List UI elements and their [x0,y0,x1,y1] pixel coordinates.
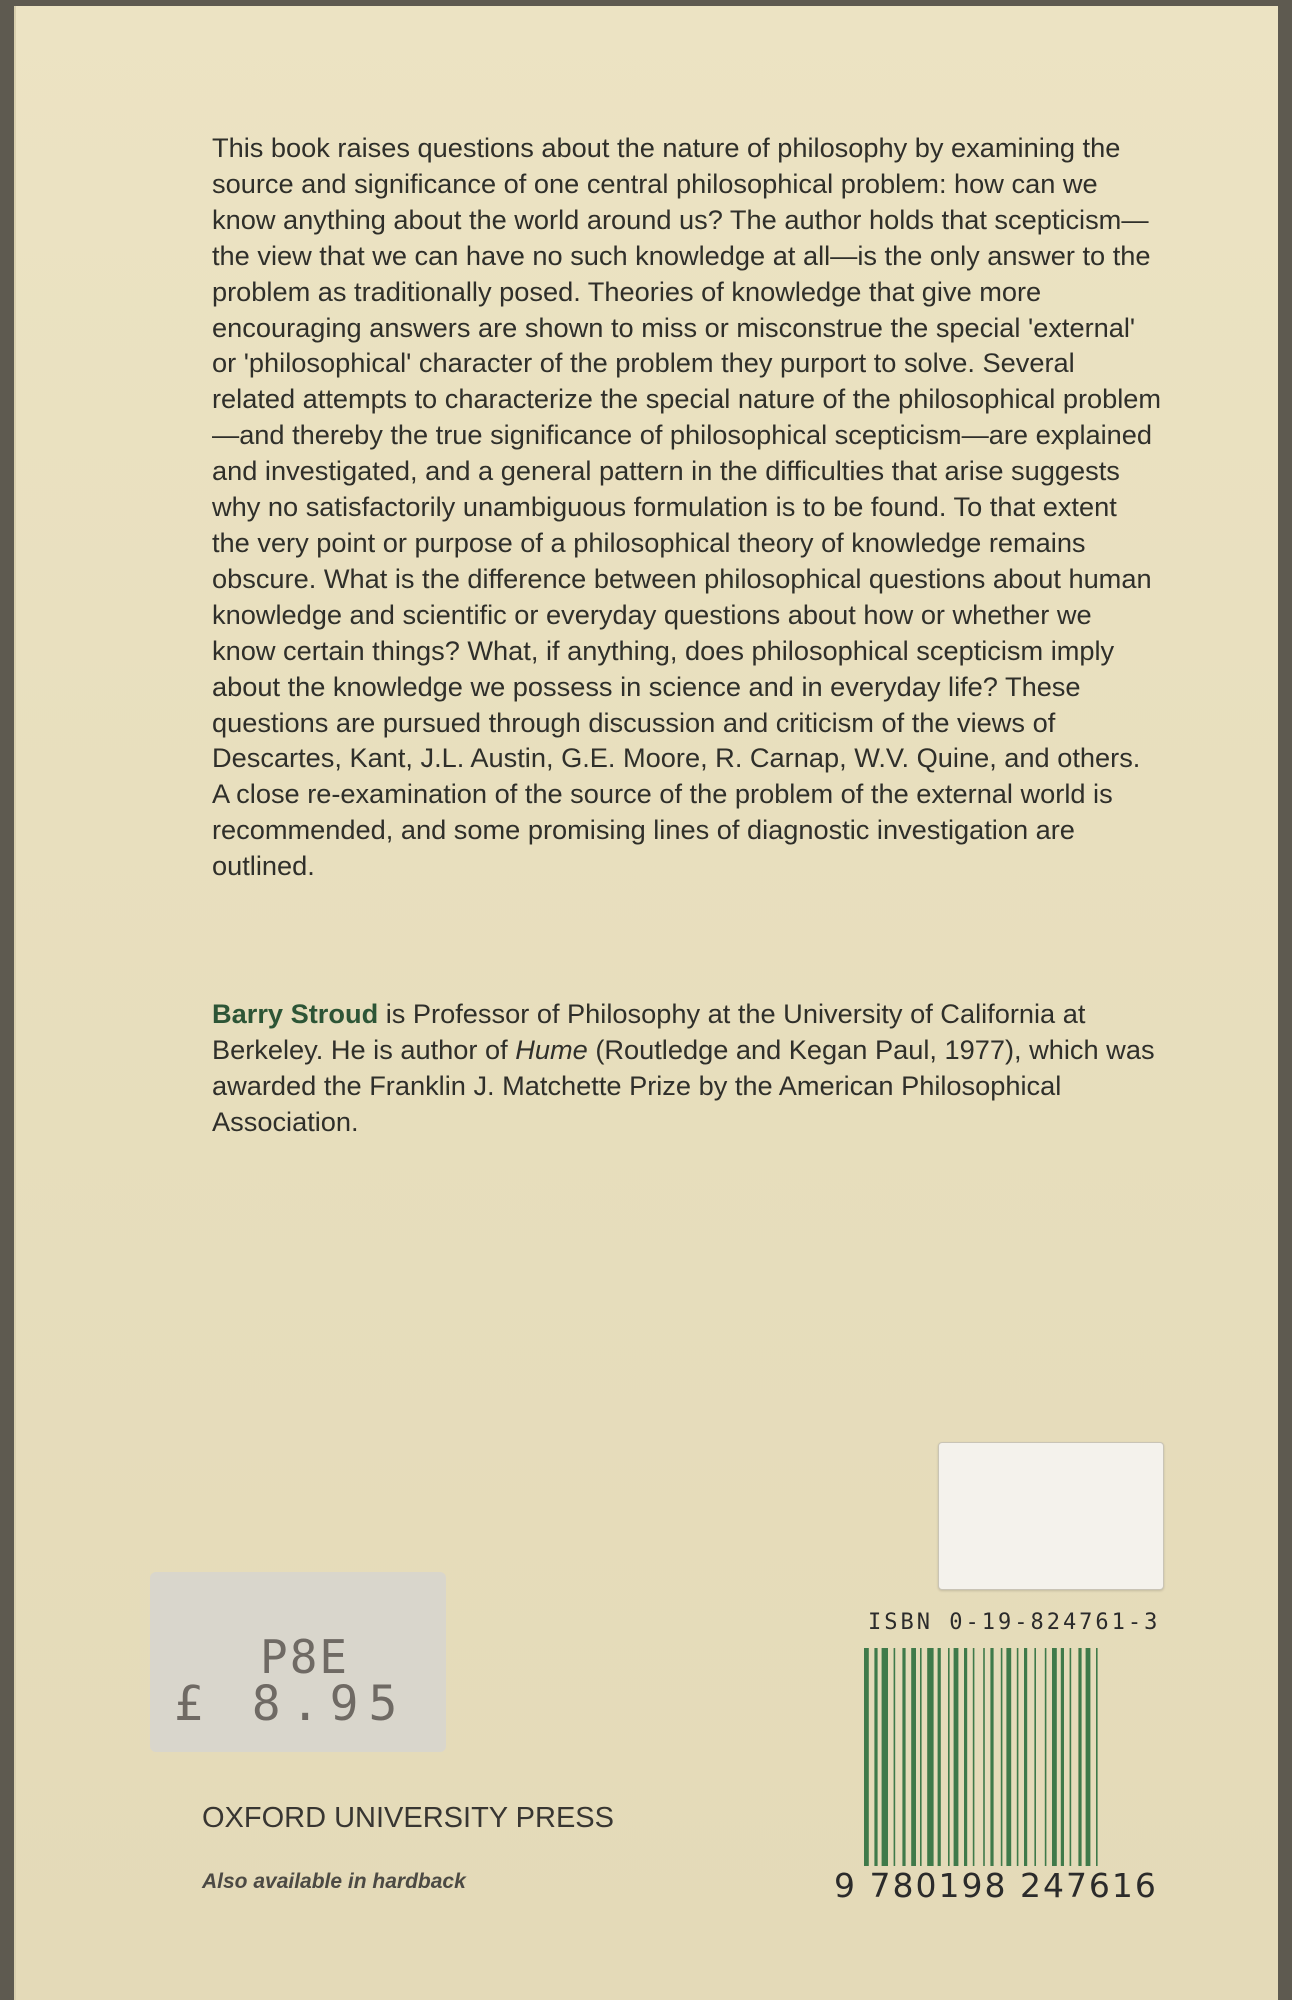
publisher-name: OXFORD UNIVERSITY PRESS [202,1802,614,1834]
barcode-bar [1024,1648,1027,1866]
author-bio [212,996,1162,1140]
barcode-bar [1006,1648,1011,1866]
price-sticker [150,1572,446,1752]
barcode-bar [1096,1648,1098,1866]
author-name: Barry Stroud [212,998,379,1029]
barcode-bar [1086,1648,1091,1866]
barcode-bar [990,1648,993,1866]
barcode-bar [894,1648,896,1866]
barcode-graphic [864,1648,1160,1890]
author-bio-text-1: is Professor of Philosophy at the University of California at Berkeley. He is author of [212,998,1086,1065]
barcode-bar [1052,1648,1057,1866]
book-description: This book raises questions about the nature of philosophy by examining the source and significance of one central philosophical problem: how can we know anything about the world around us? The author holds that scepticism—the view that we can have no such knowledge at all—is the only answer to the problem as traditionally posed. Theories of knowledge that give more encouraging answers are shown to miss or misconstrue the special 'external' or 'philosophical' character of the problem they purport to solve. Several related attempts to characterize the special nature of the philosophical problem—and thereby the true significance of philosophical scepticism—are explained and investigated, and a general pattern in the difficulties that arise suggests why no satisfactorily unambiguous formulation is to be found. To that extent the very point or purpose of a philosophical theory of knowledge remains obscure. What is the difference between philosophical questions about human knowledge and scientific or everyday questions about how or whether we know certain things? What, if anything, does philosophical scepticism imply about the knowledge we possess in science and in everyday life? These questions are pursued through discussion and criticism of the views of Descartes, Kant, J.L. Austin, G.E. Moore, R. Carnap, W.V. Quine, and others. A close re-examination of the source of the problem of the external world is recommended, and some promising lines of diagnostic investigation are outlined. [212,132,1162,882]
barcode-bar [1034,1648,1036,1866]
barcode-bar [864,1648,869,1866]
barcode-bar [927,1648,933,1866]
barcode-bar [973,1648,975,1866]
back-cover [14,6,1278,2000]
availability-note: Also available in hardback [202,1870,466,1893]
price-sticker-code: P8E [260,1630,350,1684]
barcode-bar [983,1648,985,1866]
author-book-title: Hume [515,1033,588,1065]
barcode-bar [1017,1648,1019,1866]
barcode-bar [954,1648,959,1866]
barcode-bar [964,1648,967,1866]
barcode-bar [911,1648,916,1866]
barcode-bar [938,1648,941,1866]
barcode-number: 9 780198 247616 [834,1866,1158,1905]
barcode-bar [920,1648,922,1866]
barcode-bar [1001,1648,1003,1866]
barcode-bar [1078,1648,1081,1866]
isbn-label: ISBN 0-19-824761-3 [868,1610,1161,1635]
barcode-bar [882,1648,888,1866]
blank-label-sticker [938,1442,1164,1590]
price-sticker-price: £ 8.95 [174,1676,408,1732]
barcode-bar [874,1648,877,1866]
author-bio-text-2: (Routledge and Kegan Paul, 1977), which was awarded the Franklin J. Matchette Prize by the American Philosophical Association. [212,1033,1155,1137]
barcode-bar [902,1648,905,1866]
barcode-bar [1061,1648,1064,1866]
barcode-bar [1045,1648,1047,1866]
barcode-bar [1070,1648,1072,1866]
barcode-bar [948,1648,950,1866]
